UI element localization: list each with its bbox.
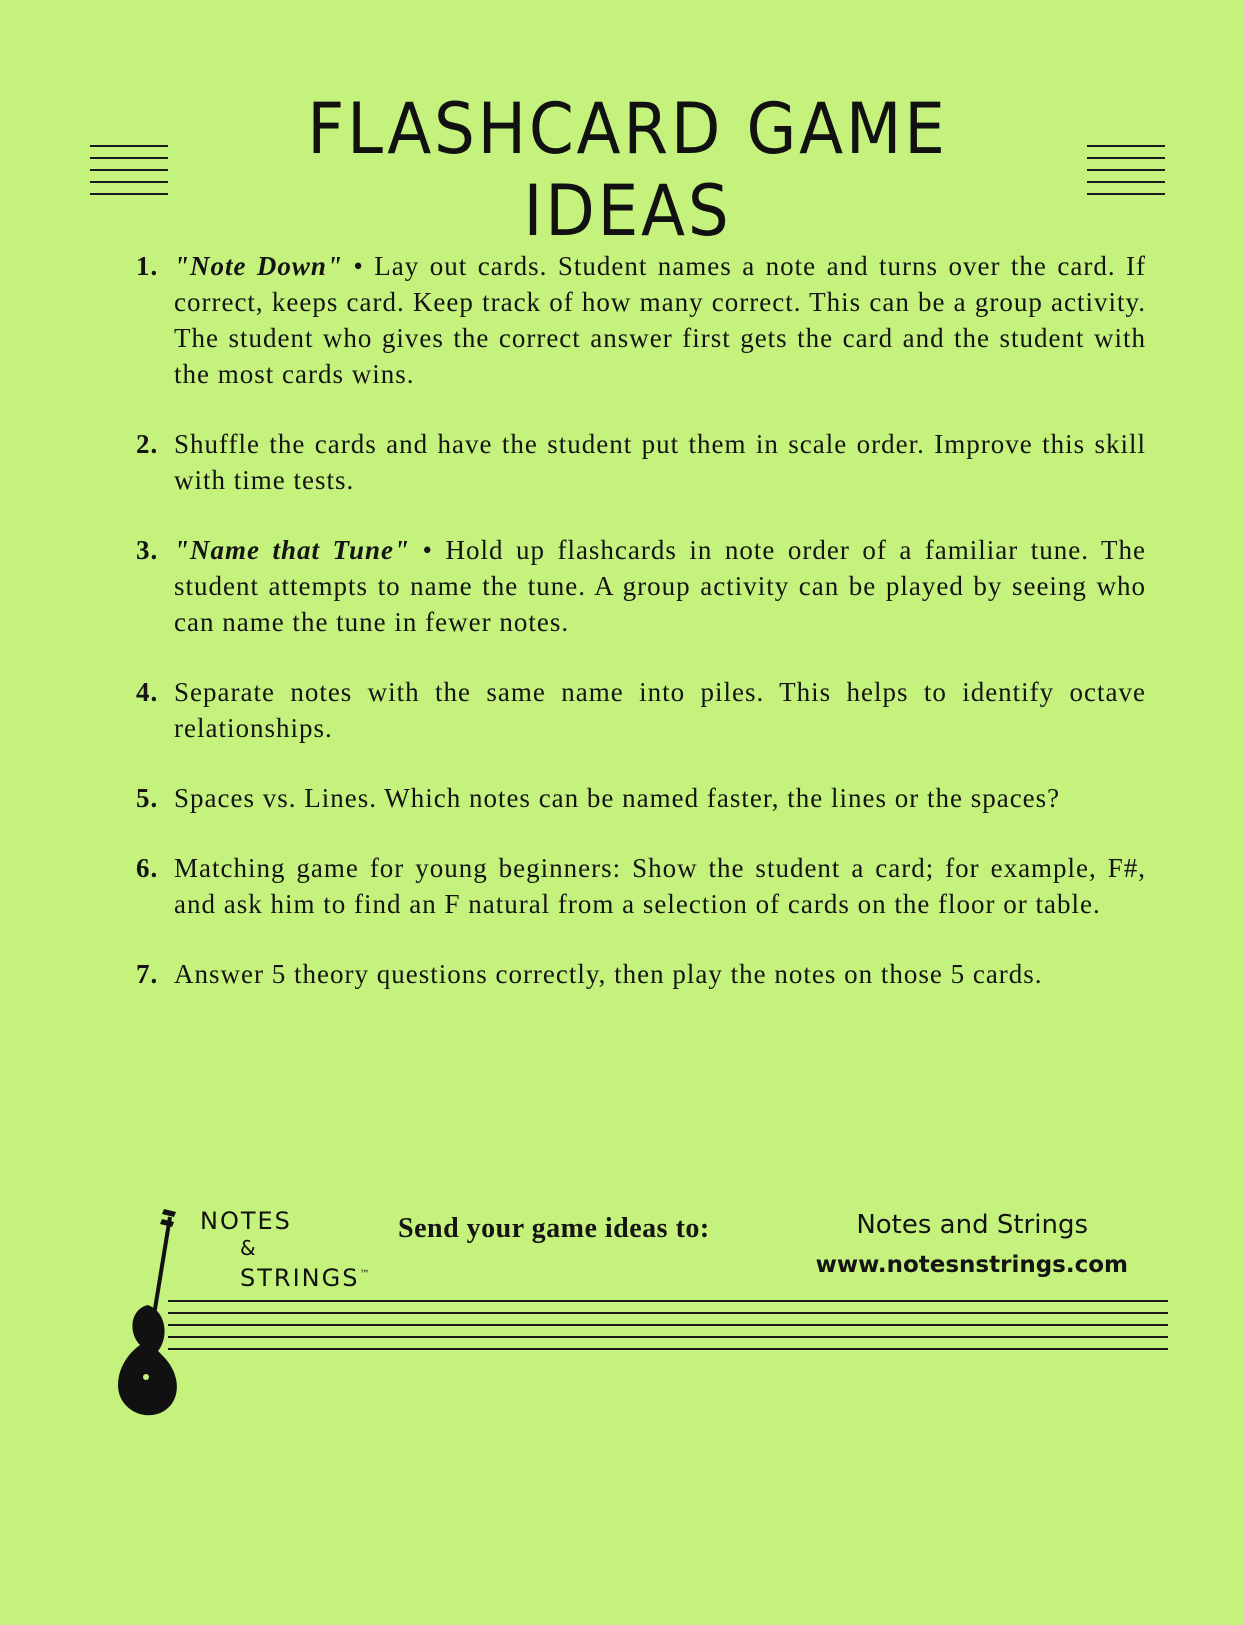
ideas-list — [136, 248, 1146, 1026]
item-text — [174, 850, 1146, 922]
item-body: • Lay out cards. Student names a note and turns over the card. If correct, keeps card. Keep track of how many correct. This can be a group activity. The student who gives the correct answer first gets the card and the student with the most cards wins. — [174, 251, 1146, 389]
item-text — [174, 956, 1146, 992]
item-tag: "Note Down" — [174, 251, 343, 281]
item-number: 2. — [136, 429, 159, 459]
item-text — [174, 426, 1146, 498]
contact-name: Notes and Strings — [856, 1210, 1088, 1240]
list-item — [136, 780, 1146, 816]
page-title: FLASHCARD GAME IDEAS — [307, 88, 948, 252]
brand-logo — [200, 1207, 369, 1292]
list-item — [136, 532, 1146, 640]
brand-line-strings-wrap — [200, 1261, 369, 1292]
list-item — [136, 248, 1146, 392]
list-item — [136, 674, 1146, 746]
item-number: 6. — [136, 853, 159, 883]
item-body: Spaces vs. Lines. Which notes can be named faster, the lines or the spaces? — [174, 783, 1061, 813]
list-item — [136, 426, 1146, 498]
brand-line-amp: & — [240, 1236, 258, 1260]
item-text — [174, 532, 1146, 640]
item-body: • Hold up flashcards in note order of a familiar tune. The student attempts to name the tune. A group activity can be played by seeing who can name the tune in fewer notes. — [174, 535, 1146, 637]
item-number: 1. — [136, 251, 159, 281]
item-number: 7. — [136, 959, 159, 989]
item-tag: "Name that Tune" — [174, 535, 410, 565]
brand-line-strings: STRINGS — [240, 1264, 360, 1292]
trademark: ™ — [359, 1269, 370, 1280]
list-item — [136, 956, 1146, 992]
item-body: Matching game for young beginners: Show the student a card; for example, F#, and ask him to find an F natural from a selection of cards on the floor or table. — [174, 853, 1146, 919]
staff-lines-icon — [168, 1300, 1168, 1350]
item-body: Shuffle the cards and have the student put them in scale order. Improve this skill with time tests. — [174, 429, 1146, 495]
title-row — [90, 88, 1165, 252]
item-number: 5. — [136, 783, 159, 813]
staff-lines-icon — [1087, 145, 1165, 195]
brand-line-notes: NOTES — [200, 1207, 292, 1235]
list-item — [136, 850, 1146, 922]
item-text — [174, 780, 1146, 816]
footer — [118, 1205, 1198, 1425]
item-text — [174, 248, 1146, 392]
item-number: 4. — [136, 677, 159, 707]
item-body: Answer 5 theory questions correctly, then play the notes on those 5 cards. — [174, 959, 1043, 989]
item-number: 3. — [136, 535, 159, 565]
send-ideas-label: Send your game ideas to: — [398, 1213, 710, 1244]
contact-block — [816, 1205, 1128, 1285]
item-body: Separate notes with the same name into piles. This helps to identify octave relationships. — [174, 677, 1146, 743]
contact-url[interactable]: www.notesnstrings.com — [815, 1252, 1128, 1278]
staff-lines-icon — [90, 145, 168, 195]
item-text — [174, 674, 1146, 746]
